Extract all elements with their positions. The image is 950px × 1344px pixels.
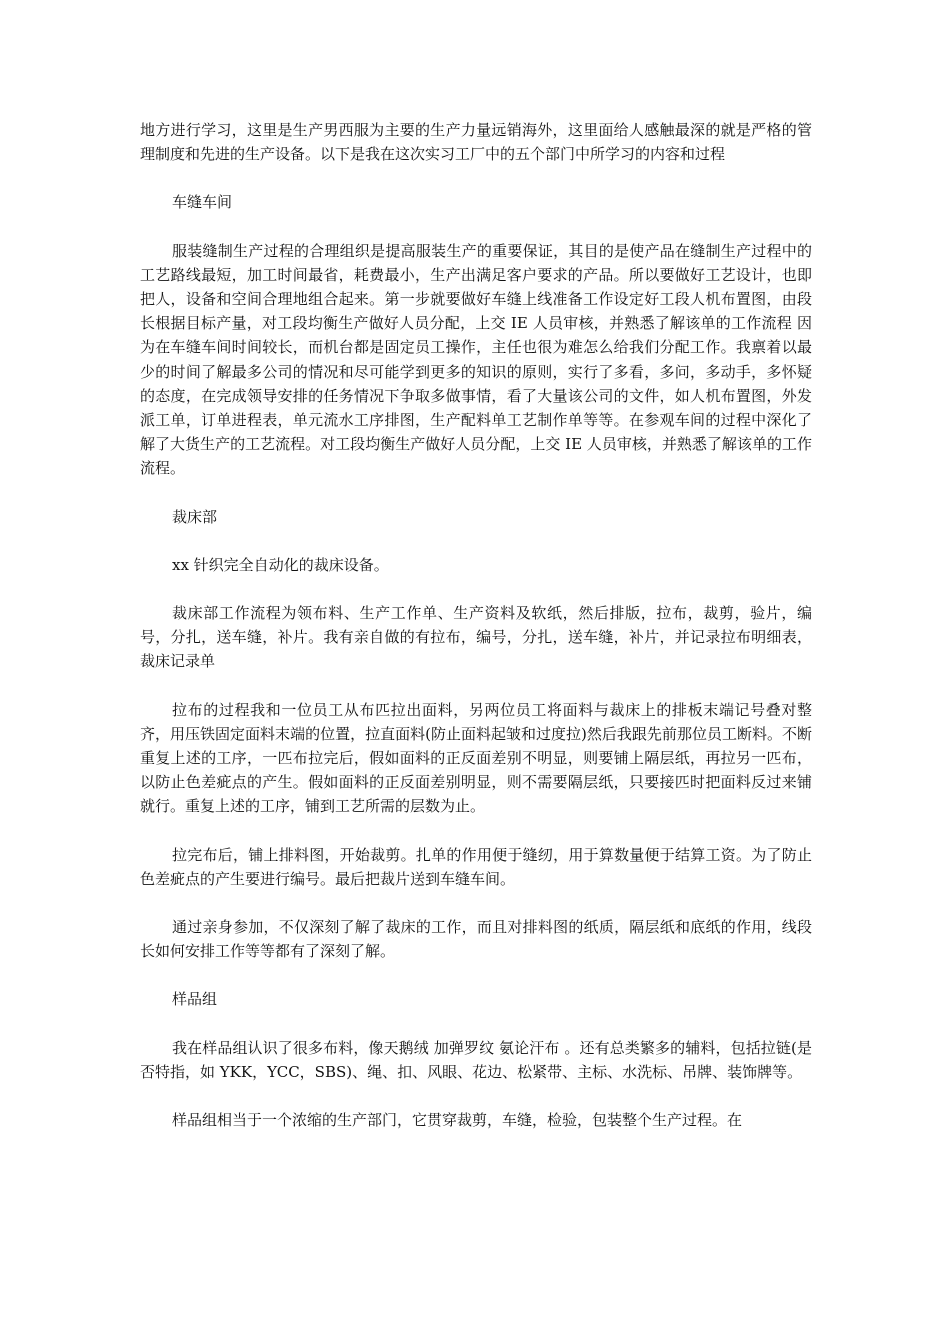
paragraph-cutting-workflow: 裁床部工作流程为领布料、生产工作单、生产资料及软纸，然后排版，拉布，裁剪，验片，编号，分扎，送车缝，补片。我有亲自做的有拉布，编号，分扎，送车缝，补片，并记录拉布明细表，裁床记录单 <box>140 604 812 671</box>
paragraph-intro: 地方进行学习，这里是生产男西服为主要的生产力量远销海外，这里面给人感触最深的就是严格的管理制度和先进的生产设备。以下是我在这次实习工厂中的五个部门中所学习的内容和过程 <box>140 121 812 164</box>
section-heading-sewing-workshop: 车缝车间 <box>172 193 233 212</box>
document-body <box>140 118 812 1156</box>
paragraph-sample-dept: 样品组相当于一个浓缩的生产部门，它贯穿裁剪，车缝，检验，包装整个生产过程。在 <box>172 1111 743 1130</box>
paragraph-cutting-equipment: xx 针织完全自动化的裁床设备。 <box>172 555 389 574</box>
paragraph-after-spreading: 拉完布后，铺上排料图，开始裁剪。扎单的作用便于缝纫，用于算数量便于结算工资。为了防止色差疵点的产生要进行编号。最后把裁片送到车缝车间。 <box>140 845 812 888</box>
paragraph-cutting-summary: 通过亲身参加，不仅深刻了解了裁床的工作，而且对排料图的纸质，隔层纸和底纸的作用，线段长如何安排工作等等都有了深刻了解。 <box>140 918 812 961</box>
section-heading-sample-group: 样品组 <box>172 990 218 1009</box>
paragraph-sewing-process: 服装缝制生产过程的合理组织是提高服装生产的重要保证，其目的是使产品在缝制生产过程中的工艺路线最短，加工时间最省，耗费最小，生产出满足客户要求的产品。所以要做好工艺设计，也即把人，设备和空间合理地组合起来。第一步就要做好车缝上线准备工作设定好工段人机布置图，由段长根据目标产量，对工段均衡生产做好人员分配，上交 IE 人员审核，并熟悉了解该单的工作流程 因为在车缝车间时间较长，而机台都是固定员工操作，主任也很为难怎么给我们分配工作。我禀着以最少的时间了解最多公司的情况和尽可能学到更多的知识的原则，实行了多看，多问，多动手，多怀疑的态度，在完成领导安排的任务情况下争取多做事情，看了大量该公司的文件，如人机布置图，外发派工单，订单进程表，单元流水工序排图，生产配料单工艺制作单等等。在参观车间的过程中深化了解了大货生产的工艺流程。对工段均衡生产做好人员分配，上交 IE 人员审核，并熟悉了解该单的工作流程。 <box>140 241 812 478</box>
paragraph-sample-fabrics: 我在样品组认识了很多布料，像天鹅绒 加弹罗纹 氨论汗布 。还有总类繁多的辅料，包括拉链(是否特指，如 YKK，YCC，SBS)、绳、扣、风眼、花边、松紧带、主标、水洗标、吊牌、装饰牌等。 <box>140 1038 812 1081</box>
section-heading-cutting-dept: 裁床部 <box>172 507 218 526</box>
paragraph-spreading-process: 拉布的过程我和一位员工从布匹拉出面料，另两位员工将面料与裁床上的排板末端记号叠对整齐，用压铁固定面料末端的位置，拉直面料(防止面料起皱和过度拉)然后我跟先前那位员工断料。不断重复上述的工序，一匹布拉完后，假如面料的正反面差别不明显，则要铺上隔层纸，再拉另一匹布，以防止色差疵点的产生。假如面料的正反面差别明显，则不需要隔层纸，只要接匹时把面料反过来铺就行。重复上述的工序，铺到工艺所需的层数为止。 <box>140 700 812 816</box>
